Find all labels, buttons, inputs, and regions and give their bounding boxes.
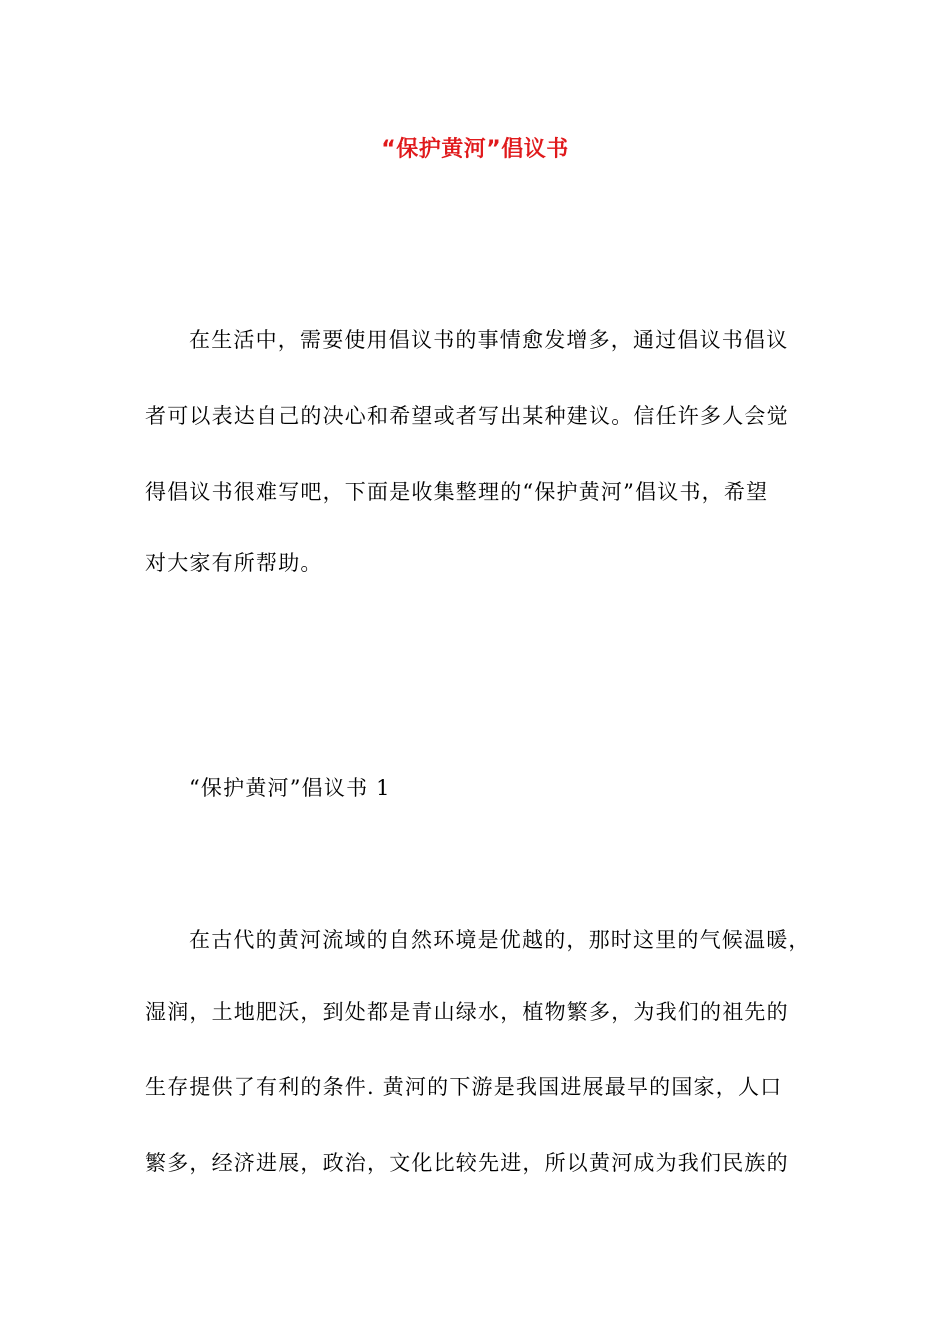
intro-paragraph-line: 得倡议书很难写吧，下面是收集整理的“保护黄河”倡议书，希望 [145,480,769,504]
intro-paragraph-line: 对大家有所帮助。 [145,551,323,575]
section-heading: “保护黄河”倡议书 1 [189,776,391,800]
intro-paragraph-line: 者可以表达自己的决心和希望或者写出某种建议。信任许多人会觉 [145,404,789,428]
body-paragraph-line: 在古代的黄河流域的自然环境是优越的，那时这里的气候温暖， [189,928,811,952]
document-title: “保护黄河”倡议书 [381,137,569,162]
body-paragraph-line: 湿润，土地肥沃，到处都是青山绿水，植物繁多，为我们的祖先的 [145,1000,789,1024]
body-paragraph-line: 繁多，经济进展，政治，文化比较先进，所以黄河成为我们民族的 [145,1151,789,1175]
body-paragraph-line: 生存提供了有利的条件. 黄河的下游是我国进展最早的国家，人口 [145,1075,783,1099]
intro-paragraph-line: 在生活中，需要使用倡议书的事情愈发增多，通过倡议书倡议 [189,328,789,352]
